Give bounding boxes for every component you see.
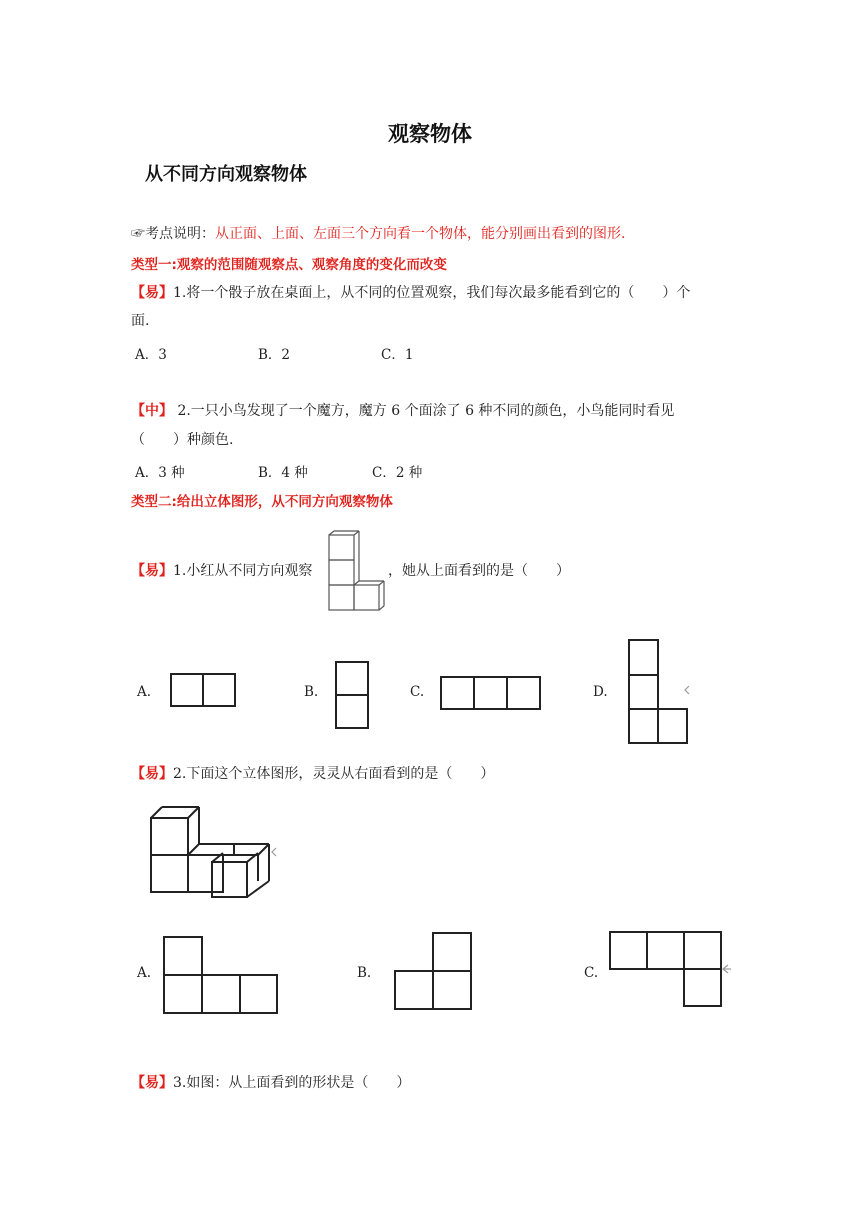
type1-heading: 类型一:观察的范围随观察点、观察角度的变化而改变 [131,257,447,273]
type2-q3-text [131,1073,410,1093]
stacked-cubes-figure [328,531,388,611]
difficulty-tag: 【易】 [131,766,173,782]
option-c-figure [440,676,542,710]
option-b-figure [394,932,474,1012]
type1-q2-line1 [131,401,674,421]
option-a: A. [137,684,152,700]
type2-q1-text-after: ，她从上面看到的是（ ） [388,563,570,579]
intro-label: ☞考点说明： [131,226,215,242]
option-a-figure [170,673,236,707]
type1-q1-line2: 面. [131,313,150,329]
question-text: 2.一只小鸟发现了一个魔方，魔方 6 个面涂了 6 种不同的颜色，小鸟能同时看见 [173,403,675,419]
question-text: 1.小红从不同方向观察 [173,563,313,579]
question-text: 1.将一个骰子放在桌面上，从不同的位置观察，我们每次最多能看到它的（ ）个 [173,285,691,301]
option-c: C．2 种 [372,465,423,481]
question-text: 3.如图：从上面看到的形状是（ ） [173,1075,411,1091]
type2-heading: 类型二:给出立体图形，从不同方向观察物体 [131,494,393,510]
l-shaped-cubes-figure [145,805,280,900]
option-c: C．1 [381,347,414,363]
difficulty-tag: 【易】 [131,285,173,301]
option-c: C. [410,684,425,700]
intro-text: 从正面、上面、左面三个方向看一个物体，能分别画出看到的图形. [215,226,626,242]
difficulty-tag: 【中】 [131,403,173,419]
type1-q1-line1 [131,283,690,303]
option-b: B. [357,965,372,981]
type1-q2-line2: （ ）种颜色. [131,432,234,448]
option-a: A．3 [135,347,167,363]
type2-q1-text-before [131,561,312,581]
type2-q2-text [131,764,494,784]
option-b: B．2 [258,347,291,363]
option-b: B. [304,684,319,700]
option-d-figure [628,639,690,745]
option-a: A．3 种 [135,465,185,481]
page-title: 观察物体 [388,122,472,146]
difficulty-tag: 【易】 [131,563,173,579]
option-c: C. [584,965,599,981]
intro-line [131,224,625,244]
option-a-figure [163,936,279,1016]
option-a: A. [137,965,152,981]
option-b: B．4 种 [258,465,308,481]
option-d: D. [593,684,608,700]
difficulty-tag: 【易】 [131,1075,173,1091]
question-text: 2.下面这个立体图形，灵灵从右面看到的是（ ） [173,766,495,782]
option-c-figure [609,931,734,1011]
page-subtitle: 从不同方向观察物体 [145,164,307,185]
option-b-figure [335,661,369,729]
